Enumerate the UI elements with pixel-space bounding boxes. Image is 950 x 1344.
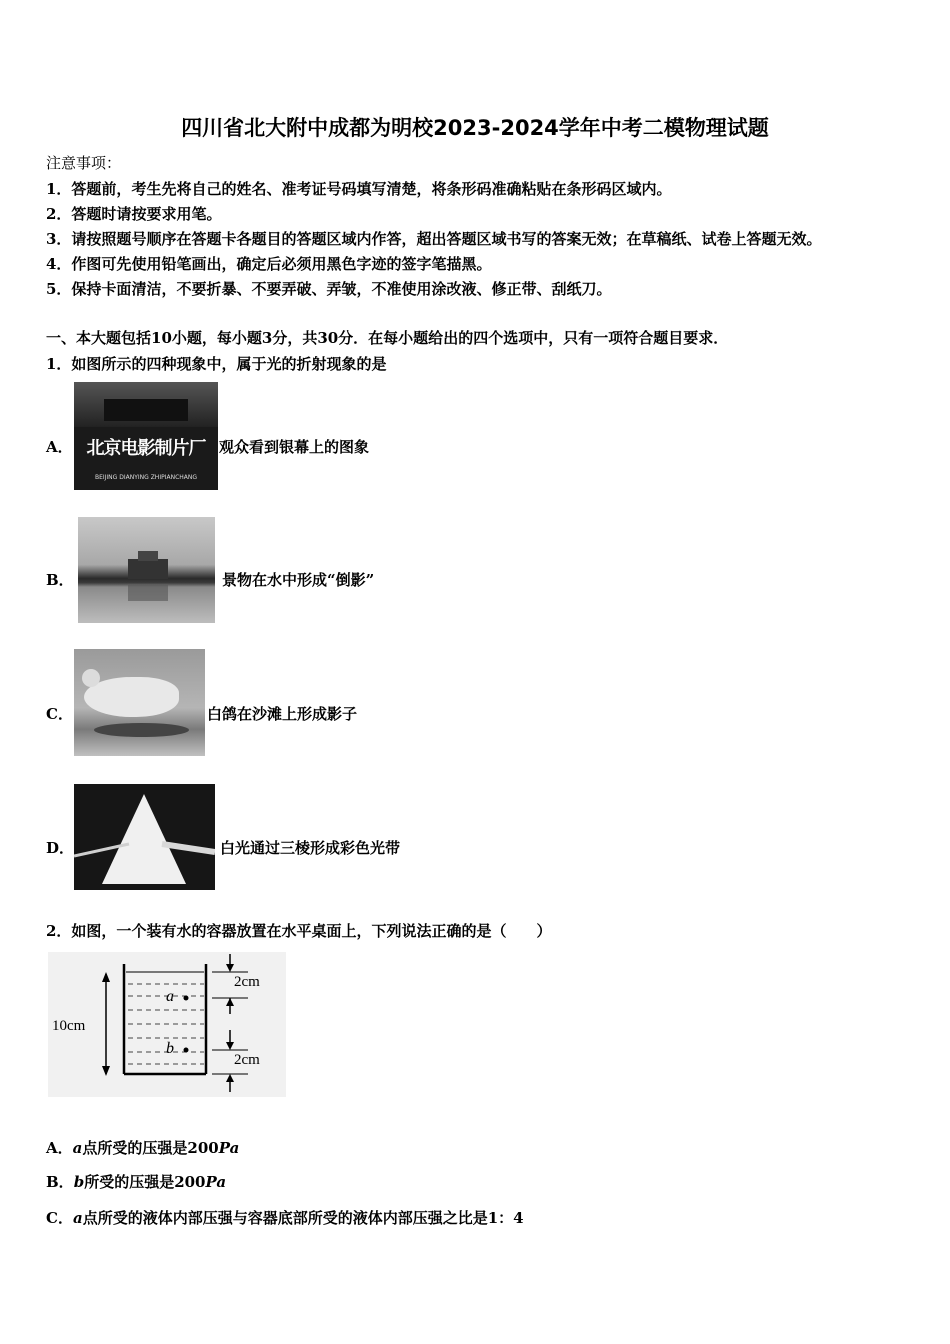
- prism-photo: [74, 784, 215, 890]
- option-d-text: 白光通过三棱形成彩色光带: [220, 839, 401, 857]
- q2-option-b-unit: Pa: [205, 1173, 227, 1191]
- notice-item: 3．请按照题号顺序在答题卡各题目的答题区域内作答，超出答题区域书写的答案无效；在草稿纸、试卷上答题无效。: [46, 230, 822, 248]
- q2-option-a: [46, 1137, 239, 1158]
- bottom-distance-label: 2cm: [234, 1052, 260, 1068]
- option-b-text: 景物在水中形成“倒影”: [222, 571, 375, 589]
- top-distance-label: 2cm: [234, 974, 260, 990]
- option-c-text: 白鸽在沙滩上形成影子: [207, 705, 358, 723]
- option-d-label: D．: [46, 839, 75, 857]
- film-studio-logo-subtext: BEIJING DIANYING ZHIPIANCHANG: [94, 474, 198, 481]
- q2-option-c-label: C．: [46, 1209, 73, 1227]
- option-a-label: A．: [46, 438, 73, 456]
- q2-option-c-var: a: [72, 1209, 83, 1227]
- reflection-photo: [78, 517, 215, 623]
- q2-option-a-unit: Pa: [218, 1139, 240, 1157]
- q2-option-c: [46, 1207, 524, 1228]
- q2-option-c-text: 点所受的液体内部压强与容器底部所受的液体内部压强之比是1：4: [82, 1209, 524, 1227]
- height-label: 10cm: [52, 1018, 86, 1034]
- notice-item: 5．保持卡面清洁，不要折暴、不要弄破、弄皱，不准使用涂改液、修正带、刮纸刀。: [46, 280, 612, 298]
- point-a-label: a: [166, 988, 174, 1005]
- option-c-label: C．: [46, 705, 73, 723]
- q2-option-a-label: A．: [46, 1139, 73, 1157]
- container-figure: [48, 952, 286, 1097]
- dove-photo: [74, 649, 205, 756]
- q2-option-b-label: B．: [46, 1173, 74, 1191]
- q2-option-a-text: 点所受的压强是200: [82, 1139, 219, 1157]
- notice-heading: 注意事项：: [46, 154, 122, 172]
- question-2-stem: 2．如图，一个装有水的容器放置在水平桌面上，下列说法正确的是（ ）: [46, 922, 552, 940]
- option-b-label: B．: [46, 571, 74, 589]
- notice-item: 4．作图可先使用铅笔画出，确定后必须用黑色字迹的签字笔描黑。: [46, 255, 492, 273]
- question-1-stem: 1．如图所示的四种现象中，属于光的折射现象的是: [46, 355, 387, 373]
- film-studio-logo-text: 北京电影制片厂: [86, 438, 206, 459]
- film-studio-image: [74, 382, 218, 490]
- page-title: 四川省北大附中成都为明校2023-2024学年中考二模物理试题: [181, 116, 769, 140]
- prism-icon: [74, 784, 215, 890]
- q2-option-a-var: a: [72, 1139, 83, 1157]
- q2-option-b-text: 所受的压强是200: [84, 1173, 206, 1191]
- notice-item: 2．答题时请按要求用笔。: [46, 205, 222, 223]
- q2-option-b: [46, 1171, 226, 1192]
- point-b-label: b: [166, 1040, 174, 1057]
- q2-option-b-var: b: [73, 1173, 85, 1191]
- notice-item: 1．答题前，考生先将自己的姓名、准考证号码填写清楚，将条形码准确粘贴在条形码区域内。: [46, 180, 672, 198]
- option-a-text: 观众看到银幕上的图象: [219, 438, 370, 456]
- section-heading: 一、本大题包括10小题，每小题3分，共30分．在每小题给出的四个选项中，只有一项符合题目要求．: [46, 329, 729, 347]
